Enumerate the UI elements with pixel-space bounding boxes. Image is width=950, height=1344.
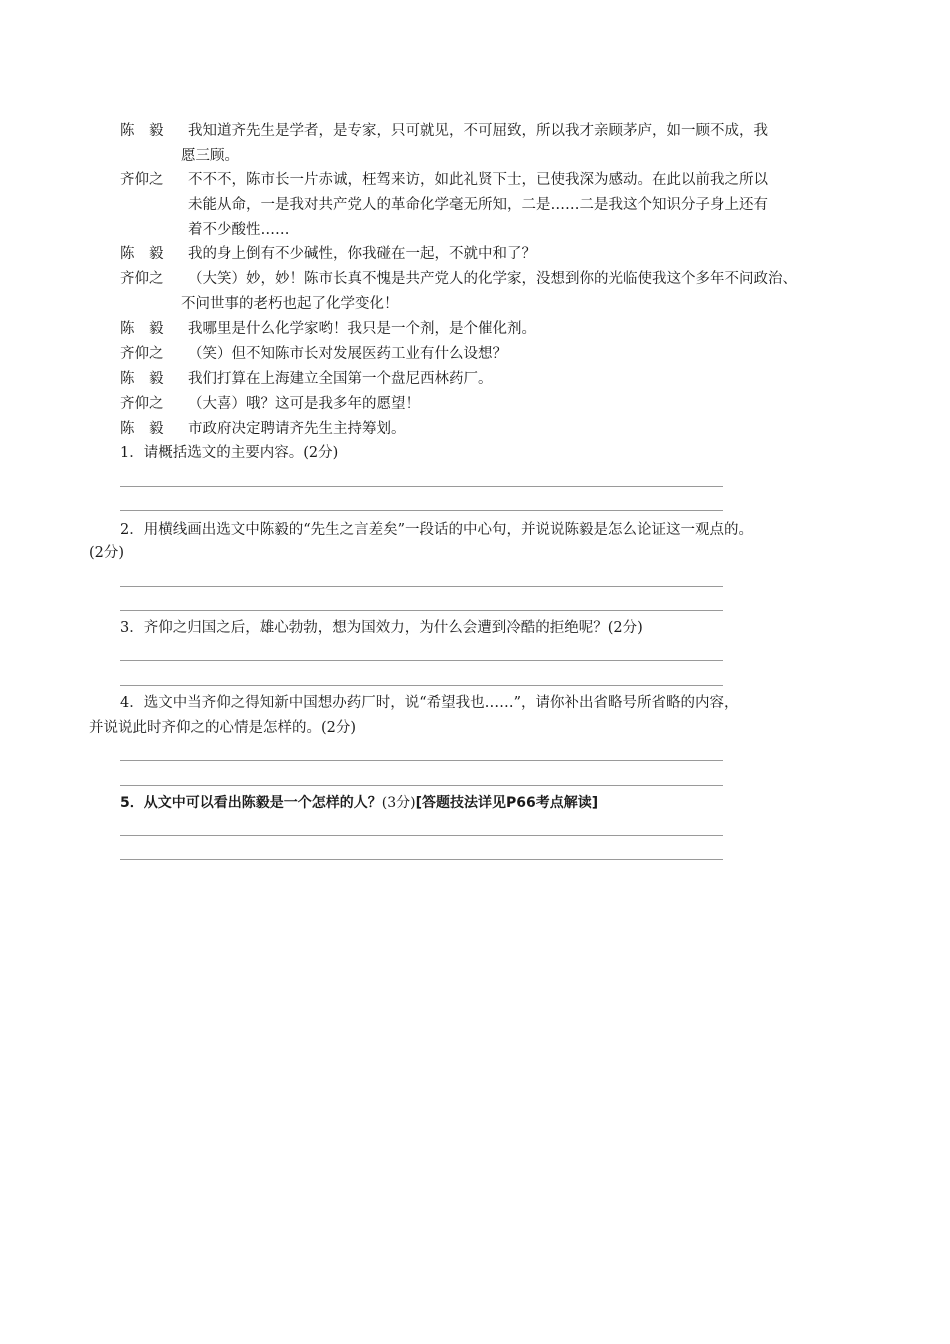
answer-line[interactable]: [120, 859, 723, 860]
answer-line[interactable]: [120, 660, 723, 661]
speaker-name: 陈 毅: [120, 421, 164, 437]
dialogue-text: 未能从命，一是我对共产党人的革命化学毫无所知，二是……二是我这个知识分子身上还有: [188, 197, 768, 213]
dialogue-text: 不问世事的老朽也起了化学变化！: [181, 296, 399, 312]
speaker-name: 齐仰之: [120, 271, 164, 287]
speaker-name: 陈 毅: [120, 123, 164, 139]
answer-line[interactable]: [120, 760, 723, 761]
answer-line[interactable]: [120, 685, 723, 686]
dialogue-text: （笑）但不知陈市长对发展医药工业有什么设想？: [188, 346, 507, 362]
dialogue-line: [120, 121, 768, 141]
question-3: 3．齐仰之归国之后，雄心勃勃，想为国效力，为什么会遭到冷酷的拒绝呢？(2分): [120, 620, 643, 636]
speaker-name: 陈 毅: [120, 321, 164, 337]
speaker-name: 齐仰之: [120, 346, 164, 362]
dialogue-text: 不不不，陈市长一片赤诚，枉驾来访，如此礼贤下士，已使我深为感动。在此以前我之所以: [188, 172, 768, 188]
question-5-text: 5．从文中可以看出陈毅是一个怎样的人？: [120, 795, 382, 811]
question-4-continued: 并说说此时齐仰之的心情是怎样的。(2分): [89, 720, 357, 736]
dialogue-line: [120, 269, 797, 289]
question-2-continued: (2分): [89, 545, 125, 561]
answer-line[interactable]: [120, 785, 723, 786]
dialogue-text: （大喜）哦？这可是我多年的愿望！: [188, 396, 420, 412]
dialogue-text: 我知道齐先生是学者，是专家，只可就见，不可屈致，所以我才亲顾茅庐，如一顾不成，我: [188, 123, 768, 139]
question-2: 2．用横线画出选文中陈毅的“先生之言差矣”一段话的中心句，并说说陈毅是怎么论证这一观点的。: [120, 522, 754, 538]
answer-line[interactable]: [120, 510, 723, 511]
answer-line[interactable]: [120, 610, 723, 611]
dialogue-text: 愿三顾。: [181, 148, 239, 164]
question-5-tip: [答题技法详见P66考点解读]: [415, 795, 599, 811]
answer-line[interactable]: [120, 835, 723, 836]
dialogue-line: [120, 344, 507, 364]
speaker-name: 陈 毅: [120, 246, 164, 262]
question-5: [120, 793, 598, 813]
dialogue-line: [120, 319, 536, 339]
speaker-name: 陈 毅: [120, 371, 164, 387]
dialogue-text: 我们打算在上海建立全国第一个盘尼西林药厂。: [188, 371, 493, 387]
dialogue-line: [120, 394, 420, 414]
dialogue-text: 市政府决定聘请齐先生主持筹划。: [188, 421, 406, 437]
question-5-score: (3分): [381, 795, 416, 811]
speaker-name: 齐仰之: [120, 396, 164, 412]
question-1: 1．请概括选文的主要内容。(2分): [120, 445, 339, 461]
dialogue-line: [120, 369, 493, 389]
answer-line[interactable]: [120, 486, 723, 487]
dialogue-text: 着不少酸性……: [188, 222, 290, 238]
dialogue-line: [120, 170, 768, 190]
dialogue-text: 我的身上倒有不少碱性，你我碰在一起，不就中和了？: [188, 246, 536, 262]
answer-line[interactable]: [120, 586, 723, 587]
speaker-name: 齐仰之: [120, 172, 164, 188]
dialogue-line: [120, 419, 406, 439]
question-4: 4．选文中当齐仰之得知新中国想办药厂时，说“希望我也……”，请你补出省略号所省略的内容，: [120, 695, 739, 711]
dialogue-text: （大笑）妙，妙！陈市长真不愧是共产党人的化学家，没想到你的光临使我这个多年不问政治、: [188, 271, 797, 287]
dialogue-line: [120, 244, 536, 264]
dialogue-text: 我哪里是什么化学家哟！我只是一个剂，是个催化剂。: [188, 321, 536, 337]
